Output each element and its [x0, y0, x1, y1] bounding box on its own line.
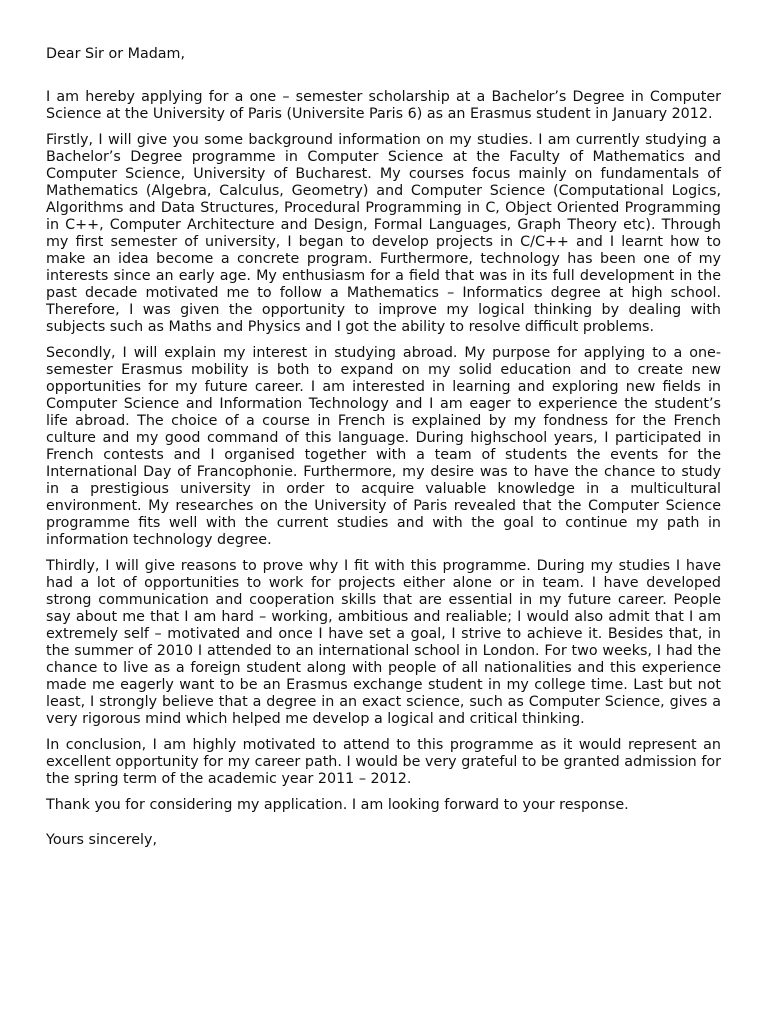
paragraph-thanks: Thank you for considering my application. I am looking forward to your response.: [46, 797, 629, 813]
paragraph-fit: Thirdly, I will give reasons to prove why I fit with this programme. During my studies I have had a lot of opportunities to work for projects either alone or in team. I have developed strong communication and cooperation skills that are essential in my future career. People say about me that I am hard – working, ambitious and realiable; I would also admit that I am extremely self – motivated and once I have set a goal, I strive to achieve it. Besides that, in the summer of 2010 I attended to an international school in London. For two weeks, I had the chance to live as a foreign student along with people of all nationalities and this experience made me eagerly want to be an Erasmus exchange student in my college time. Last but not least, I strongly believe that a degree in an exact science, such as Computer Science, gives a very rigorous mind which helped me develop a logical and critical thinking.: [46, 558, 721, 727]
paragraph-conclusion: In conclusion, I am highly motivated to attend to this programme as it would represent an excellent opportunity for my career path. I would be very grateful to be granted admission for the spring term of the academic year 2011 – 2012.: [46, 737, 721, 787]
closing: Yours sincerely,: [46, 832, 157, 848]
paragraph-study-abroad: Secondly, I will explain my interest in studying abroad. My purpose for applying to a one-semester Erasmus mobility is both to expand on my solid education and to create new opportunities for my future career. I am interested in learning and exploring new fields in Computer Science and Information Technology and I am eager to experience the student’s life abroad. The choice of a course in French is explained by my fondness for the French culture and my good command of this language. During highschool years, I participated in French contests and I organised together with a team of students the events for the International Day of Francophonie. Furthermore, my desire was to have the chance to study in a prestigious university in order to acquire valuable knowledge in a multicultural environment. My researches on the University of Paris revealed that the Computer Science programme fits well with the current studies and with the goal to continue my path in information technology degree.: [46, 345, 721, 548]
letter-page: [46, 46, 721, 849]
paragraph-background: Firstly, I will give you some background information on my studies. I am currently studying a Bachelor’s Degree programme in Computer Science at the Faculty of Mathematics and Computer Science, University of Bucharest. My courses focus mainly on fundamentals of Mathematics (Algebra, Calculus, Geometry) and Computer Science (Computational Logics, Algorithms and Data Structures, Procedural Programming in C, Object Oriented Programming in C++, Computer Architecture and Design, Formal Languages, Graph Theory etc). Through my first semester of university, I began to develop projects in C/C++ and I learnt how to make an idea become a concrete program. Furthermore, technology has been one of my interests since an early age. My enthusiasm for a field that was in its full development in the past decade motivated me to follow a Mathematics – Informatics degree at high school. Therefore, I was given the opportunity to improve my logical thinking by dealing with subjects such as Maths and Physics and I got the ability to resolve difficult problems.: [46, 132, 721, 335]
salutation: Dear Sir or Madam,: [46, 46, 186, 62]
paragraph-intro: I am hereby applying for a one – semester scholarship at a Bachelor’s Degree in Computer Science at the University of Paris (Universite Paris 6) as an Erasmus student in January 2012.: [46, 89, 721, 122]
